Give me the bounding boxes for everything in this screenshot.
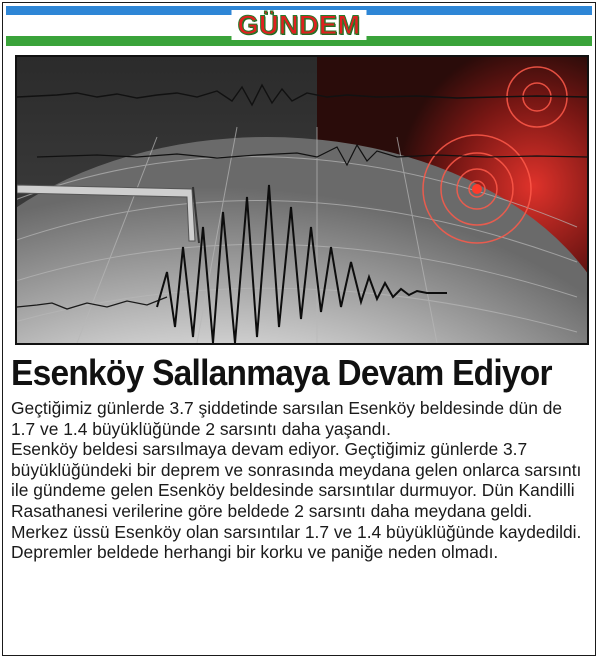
article-lead: Geçtiğimiz günlerde 3.7 şiddetinde sarsılan Esenköy beldesinde dün de 1.7 ve 1.4 büyüklüğünde 2 sarsıntı daha yaşandı. — [11, 398, 563, 439]
article-body — [11, 398, 591, 563]
seismograph-icon — [17, 57, 587, 343]
newspaper-clipping — [2, 2, 596, 656]
seismograph-photo — [15, 55, 589, 345]
article-paragraph: Merkez üssü Esenköy olan sarsıntılar 1.7 ve 1.4 büyüklüğünde kaydedildi. Depremler beldede herhangi bir korku ve paniğe neden olmadı. — [11, 521, 582, 563]
section-header — [6, 6, 592, 46]
article-headline: Esenköy Sallanmaya Devam Ediyor — [11, 352, 552, 393]
article-paragraph: Esenköy beldesi sarsılmaya devam ediyor. Geçtiğimiz günlerde 3.7 büyüklüğündeki bir deprem ve sonrasında meydana gelen onlarca sarsıntı ile gündeme gelen Esenköy beldesinde sarsıntılar durmuyor. Dün Kandilli Rasathanesi verilerine göre beldede 2 sarsıntı daha meydana geldi. — [11, 439, 582, 521]
section-title: GÜNDEM — [232, 10, 367, 40]
